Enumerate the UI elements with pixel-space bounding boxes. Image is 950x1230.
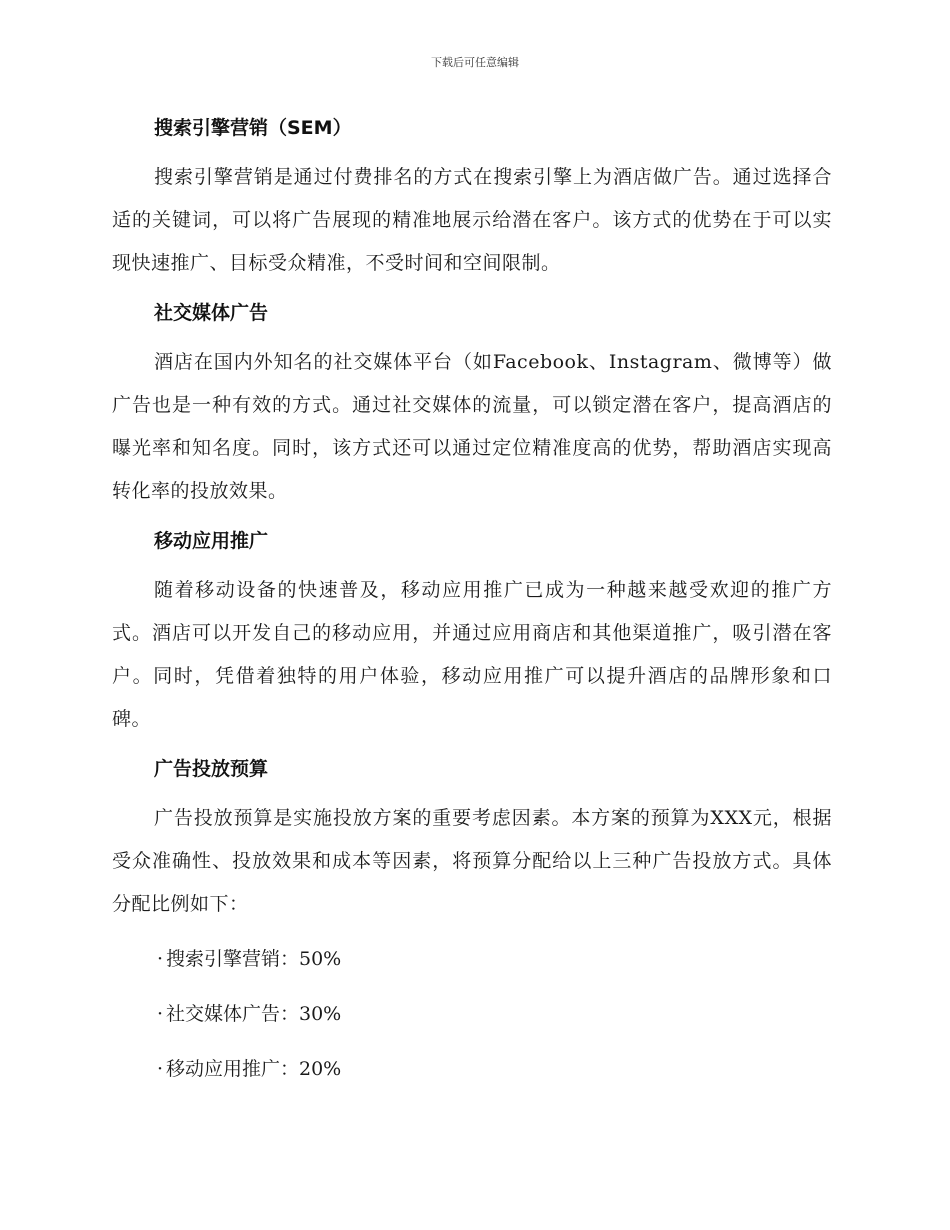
- bullet-dot-icon: ·: [156, 1003, 164, 1025]
- budget-item-text: 搜索引擎营销：50%: [166, 948, 342, 970]
- budget-item-text: 移动应用推广：20%: [166, 1058, 342, 1080]
- budget-item-sem: [112, 938, 832, 981]
- budget-item-mobile-app: [112, 1048, 832, 1091]
- section-paragraph-sem: 搜索引擎营销是通过付费排名的方式在搜索引擎上为酒店做广告。通过选择合适的关键词，可以将广告展现的精准地展示给潜在客户。该方式的优势在于可以实现快速推广、目标受众精准，不受时间和空间限制。: [112, 166, 832, 274]
- document-body: [112, 112, 832, 1103]
- budget-item-social-media: [112, 993, 832, 1036]
- section-heading-sem: 搜索引擎营销（SEM）: [154, 117, 352, 139]
- section-paragraph-mobile-app: 随着移动设备的快速普及，移动应用推广已成为一种越来越受欢迎的推广方式。酒店可以开发自己的移动应用，并通过应用商店和其他渠道推广，吸引潜在客户。同时，凭借着独特的用户体验，移动应用推广可以提升酒店的品牌形象和口碑。: [112, 579, 832, 730]
- section-heading-budget: 广告投放预算: [154, 758, 269, 780]
- section-heading-mobile-app: 移动应用推广: [154, 530, 269, 552]
- bullet-dot-icon: ·: [156, 1058, 164, 1080]
- bullet-dot-icon: ·: [156, 948, 164, 970]
- section-paragraph-social-media: 酒店在国内外知名的社交媒体平台（如Facebook、Instagram、微博等）做广告也是一种有效的方式。通过社交媒体的流量，可以锁定潜在客户，提高酒店的曝光率和知名度。同时，该方式还可以通过定位精准度高的优势，帮助酒店实现高转化率的投放效果。: [112, 351, 832, 502]
- section-heading-social-media: 社交媒体广告: [154, 302, 269, 324]
- page-header: 下载后可任意编辑: [431, 56, 519, 69]
- budget-item-text: 社交媒体广告：30%: [166, 1003, 342, 1025]
- section-paragraph-budget: 广告投放预算是实施投放方案的重要考虑因素。本方案的预算为XXX元，根据受众准确性、投放效果和成本等因素，将预算分配给以上三种广告投放方式。具体分配比例如下：: [112, 807, 832, 915]
